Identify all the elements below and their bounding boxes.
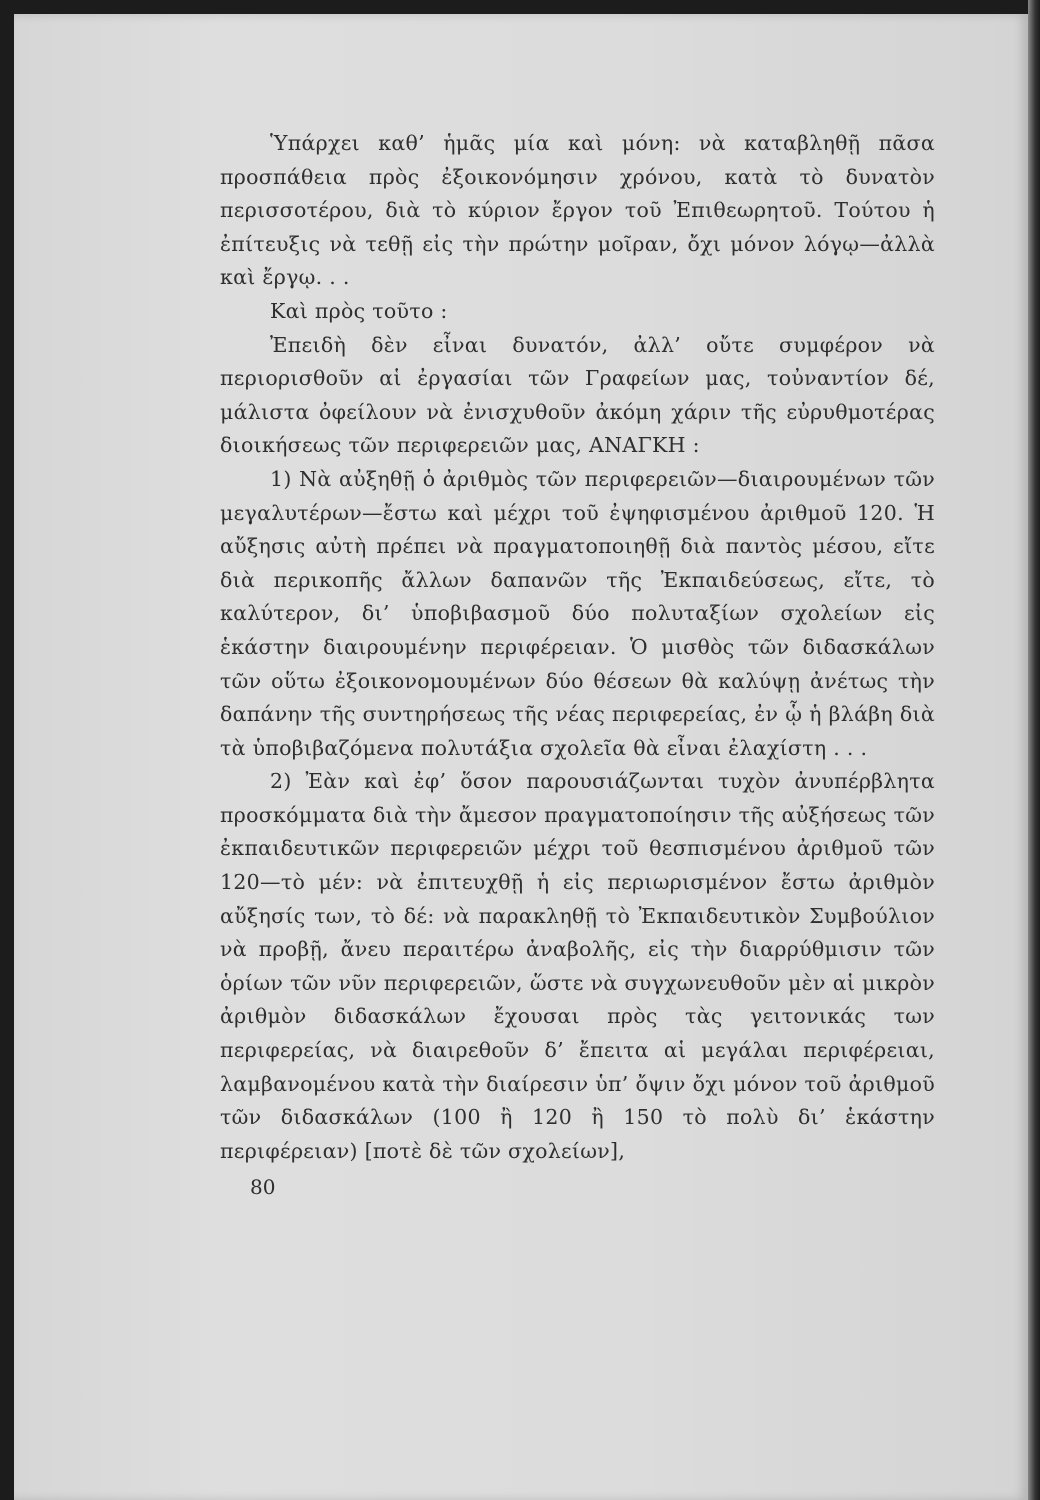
body-text bbox=[220, 127, 935, 1168]
page-number: 80 bbox=[250, 1175, 276, 1199]
paragraph-intro: Ὑπάρχει καθ’ ἡμᾶς μία καὶ μόνη: νὰ καταβληθῇ πᾶσα προσπάθεια πρὸς ἐξοικονόμησιν χρόνου, κατὰ τὸ δυνατὸν περισσοτέρου, διὰ τὸ κύριον ἔργον τοῦ Ἐπιθεωρητοῦ. Τούτου ἡ ἐπίτευξις νὰ τεθῇ εἰς τὴν πρώτην μοῖραν, ὄχι μόνον λόγῳ—ἀλλὰ καὶ ἔργῳ. . . bbox=[220, 131, 935, 290]
paragraph-since: Ἐπειδὴ δὲν εἶναι δυνατόν, ἀλλ’ οὔτε συμφέρον νὰ περιορισθοῦν αἱ ἐργασίαι τῶν Γραφείων μας, τοὐναντίον δέ, μάλιστα ὀφείλουν νὰ ἐνισχυθοῦν ἀκόμη χάριν τῆς εὐρυθμοτέρας διοικήσεως τῶν περιφερειῶν μας, ΑΝΑΓΚΗ : bbox=[220, 332, 935, 458]
paragraph-point-2: 2) Ἐὰν καὶ ἐφ’ ὅσον παρουσιάζωνται τυχὸν ἀνυπέρβλητα προσκόμματα διὰ τὴν ἄμεσον πραγματοποίησιν τῆς αὐξήσεως τῶν ἐκπαιδευτικῶν περιφερειῶν μέχρι τοῦ θεσπισμένου ἀριθμοῦ τῶν 120—τὸ μέν: νὰ ἐπιτευχθῇ ἡ εἰς περιωρισμένον ἔστω ἀριθμὸν αὔξησίς των, τὸ δέ: νὰ παρακληθῇ τὸ Ἐκπαιδευτικὸν Συμβούλιον νὰ προβῇ, ἄνευ περαιτέρω ἀναβολῆς, εἰς τὴν διαρρύθμισιν τῶν ὁρίων τῶν νῦν περιφερειῶν, ὥστε νὰ συγχωνευθοῦν μὲν αἱ μικρὸν ἀριθμὸν διδασκάλων ἔχουσαι πρὸς τὰς γειτονικάς των περιφερείας, νὰ διαιρεθοῦν δ’ ἔπειτα αἱ μεγάλαι περιφέρειαι, λαμβανομένου κατὰ τὴν διαίρεσιν ὑπ’ ὄψιν ὄχι μόνον τοῦ ἀριθμοῦ τῶν διδασκάλων (100 ἢ 120 ἢ 150 τὸ πολὺ δι’ ἑκάστην περιφέρειαν) [ποτὲ δὲ τῶν σχολείων], bbox=[220, 769, 935, 1163]
paragraph-point-1: 1) Νὰ αὐξηθῇ ὁ ἀριθμὸς τῶν περιφερειῶν—διαιρουμένων τῶν μεγαλυτέρων—ἔστω καὶ μέχρι τοῦ ἐψηφισμένου ἀριθμοῦ 120. Ἡ αὔξησις αὐτὴ πρέπει νὰ πραγματοποιηθῇ διὰ παντὸς μέσου, εἴτε διὰ περικοπῆς ἄλλων δαπανῶν τῆς Ἐκπαιδεύσεως, εἴτε, τὸ καλύτερον, δι’ ὑποβιβασμοῦ δύο πολυταξίων σχολείων εἰς ἑκάστην διαιρουμένην περιφέρειαν. Ὁ μισθὸς τῶν διδασκάλων τῶν οὕτω ἐξοικονομουμένων δύο θέσεων θὰ καλύψῃ ἀνέτως τὴν δαπάνην τῆς συντηρήσεως τῆς νέας περιφερείας, ἐν ᾧ ἡ βλάβη διὰ τὰ ὑποβιβαζόμενα πολυτάξια σχολεῖα θὰ εἶναι ἐλαχίστη . . . bbox=[220, 466, 935, 760]
paragraph-and-for-this: Καὶ πρὸς τοῦτο : bbox=[270, 298, 448, 323]
page-edge-shadow bbox=[1028, 0, 1040, 1500]
